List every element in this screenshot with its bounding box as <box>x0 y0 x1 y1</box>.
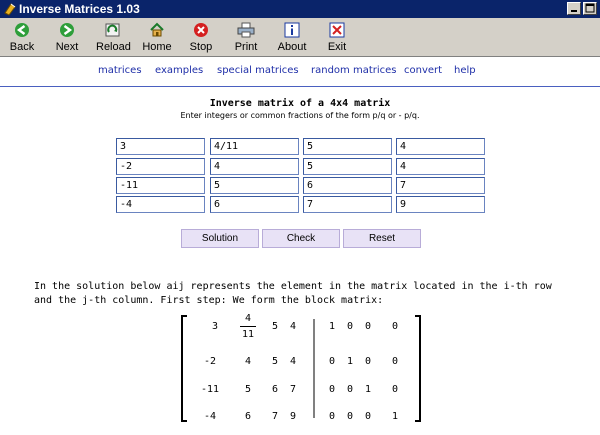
nav-link-convert[interactable]: convert <box>404 65 443 76</box>
matrix-cell-3-1[interactable]: -11 <box>116 177 205 194</box>
block-right-3-2: 0 <box>346 384 354 395</box>
matrix-cell-3-4[interactable]: 7 <box>396 177 485 194</box>
next-arrow-icon <box>59 22 75 38</box>
matrix-cell-2-1[interactable]: -2 <box>116 158 205 175</box>
back-label: Back <box>9 41 35 53</box>
block-left-1-4: 4 <box>289 321 297 332</box>
nav-link-examples[interactable]: examples <box>155 65 204 76</box>
block-left-2-4: 4 <box>289 356 297 367</box>
exit-icon <box>329 22 345 38</box>
nav-link-random-matrices[interactable]: random matrices <box>311 65 397 76</box>
block-right-2-2: 1 <box>346 356 354 367</box>
block-right-1-4: 0 <box>391 321 399 332</box>
instructions: Enter integers or common fractions of the form p/q or - p/q. <box>180 111 420 120</box>
reload-button[interactable] <box>96 22 130 54</box>
matrix-cell-1-4[interactable]: 4 <box>396 138 485 155</box>
matrix-cell-3-2[interactable]: 5 <box>210 177 299 194</box>
block-right-4-2: 0 <box>346 411 354 422</box>
block-left-4-4: 9 <box>289 411 297 422</box>
matrix-cell-2-4[interactable]: 4 <box>396 158 485 175</box>
matrix-cell-4-4[interactable]: 9 <box>396 196 485 213</box>
next-button[interactable] <box>53 22 81 54</box>
fraction-numerator: 4 <box>244 313 252 324</box>
info-icon <box>284 22 300 38</box>
print-button[interactable] <box>232 22 260 54</box>
window-title: Inverse Matrices 1.03 <box>19 2 140 16</box>
matrix-cell-1-3[interactable]: 5 <box>303 138 392 155</box>
matrix-cell-2-2[interactable]: 4 <box>210 158 299 175</box>
block-right-4-3: 0 <box>364 411 372 422</box>
minimize-button[interactable] <box>567 2 581 15</box>
nav-link-special-matrices[interactable]: special matrices <box>217 65 299 76</box>
block-left-4-2: 6 <box>244 411 252 422</box>
exit-button[interactable] <box>323 22 351 54</box>
fraction-bar <box>240 326 256 327</box>
matrix-cell-2-3[interactable]: 5 <box>303 158 392 175</box>
block-left-1-1: 3 <box>211 321 219 332</box>
exit-label: Exit <box>327 41 347 53</box>
block-left-2-1: -2 <box>203 356 217 367</box>
page-title: Inverse matrix of a 4x4 matrix <box>209 98 391 109</box>
block-left-3-3: 6 <box>271 384 279 395</box>
app-icon <box>3 2 17 16</box>
reset-button[interactable]: Reset <box>343 229 421 248</box>
block-right-3-4: 0 <box>391 384 399 395</box>
block-right-2-3: 0 <box>364 356 372 367</box>
block-left-3-4: 7 <box>289 384 297 395</box>
block-right-4-1: 0 <box>328 411 336 422</box>
matrix-cell-4-3[interactable]: 7 <box>303 196 392 213</box>
maximize-icon <box>584 3 596 14</box>
about-label: About <box>277 41 307 53</box>
toolbar <box>0 18 600 57</box>
back-arrow-icon <box>14 22 30 38</box>
stop-label: Stop <box>189 41 213 53</box>
home-label: Home <box>142 41 172 53</box>
reload-icon <box>105 22 121 38</box>
matrix-cell-4-2[interactable]: 6 <box>210 196 299 213</box>
stop-icon <box>193 22 209 38</box>
matrix-cell-3-3[interactable]: 6 <box>303 177 392 194</box>
block-left-2-3: 5 <box>271 356 279 367</box>
block-left-4-3: 7 <box>271 411 279 422</box>
about-button[interactable] <box>277 22 307 54</box>
block-right-3-3: 1 <box>364 384 372 395</box>
solution-explanation: In the solution below aij represents the element in the matrix located in the i-th row and the j-th column. First step: We form the block matrix: <box>34 281 552 306</box>
fraction-denominator: 11 <box>241 329 255 340</box>
block-left-3-1: -11 <box>200 384 220 395</box>
block-right-1-3: 0 <box>364 321 372 332</box>
block-right-1-2: 0 <box>346 321 354 332</box>
block-right-2-1: 0 <box>328 356 336 367</box>
print-label: Print <box>234 41 258 53</box>
reload-label: Reload <box>96 41 131 53</box>
printer-icon <box>237 22 255 38</box>
block-left-2-2: 4 <box>244 356 252 367</box>
block-left-1-3: 5 <box>271 321 279 332</box>
stop-button[interactable] <box>187 22 215 54</box>
nav-link-help[interactable]: help <box>454 65 476 76</box>
matrix-cell-1-2[interactable]: 4/11 <box>210 138 299 155</box>
title-bar <box>0 0 600 18</box>
home-button[interactable] <box>140 22 174 54</box>
back-button[interactable] <box>8 22 36 54</box>
maximize-button[interactable] <box>583 2 597 15</box>
block-left-4-1: -4 <box>203 411 217 422</box>
next-label: Next <box>55 41 79 53</box>
matrix-cell-1-1[interactable]: 3 <box>116 138 205 155</box>
home-icon <box>149 22 165 38</box>
solution-button[interactable]: Solution <box>181 229 259 248</box>
check-button[interactable]: Check <box>262 229 340 248</box>
nav-bar <box>0 57 600 87</box>
matrix-cell-4-1[interactable]: -4 <box>116 196 205 213</box>
block-left-3-2: 5 <box>244 384 252 395</box>
block-right-4-4: 1 <box>391 411 399 422</box>
block-right-1-1: 1 <box>328 321 336 332</box>
block-right-2-4: 0 <box>391 356 399 367</box>
minimize-icon <box>568 3 580 14</box>
nav-link-matrices[interactable]: matrices <box>98 65 142 76</box>
block-right-3-1: 0 <box>328 384 336 395</box>
